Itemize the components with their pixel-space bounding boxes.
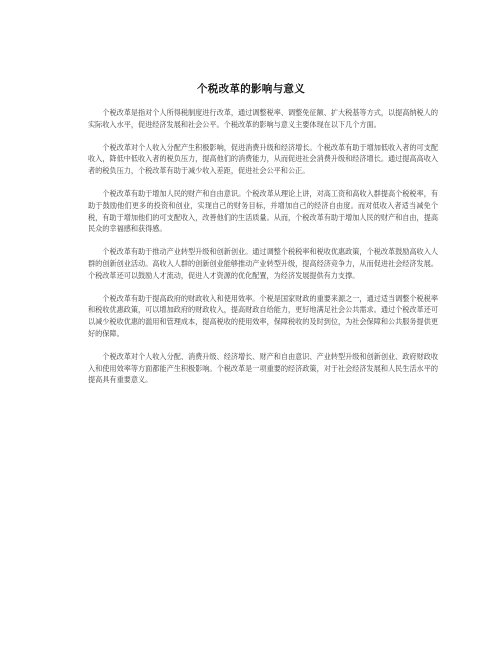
paragraph-2: 个税改革对个人收入分配产生积极影响，促进消费升级和经济增长。个税改革有助于增加低收入者的可支配收入，降低中低收入者的税负压力，提高他们的消费能力，从而促进社会消费升级和经济增长。通过提高高收入者的税负压力，个税改革有助于减少收入差距，促进社会公平和公正。 [88, 142, 438, 176]
paragraph-4: 个税改革有助于推动产业转型升级和创新创业。通过调整个税税率和税收优惠政策，个税改革鼓励高收入人群的创新创业活动。高收入人群的创新创业能够推动产业转型升级，提高经济竞争力，从而促进社会经济发展。个税改革还可以鼓励人才流动，促进人才资源的优化配置，为经济发展提供有力支撑。 [88, 247, 438, 280]
paragraph-3: 个税改革有助于增加人民的财产和自由意识。个税改革从理论上讲，对高工资和高收入群提高个税税率，有助于鼓励他们更多的投资和创业，实现自己的财务目标，并增加自己的经济自由度。而对低收入者适当减免个税，有助于增加他们的可支配收入，改善他们的生活质量。从而，个税改革有助于增加人民的财产和自由，提高民众的幸福感和获得感。 [88, 188, 438, 234]
document-body [88, 107, 438, 397]
paragraph-1: 个税改革是指对个人所得税制度进行改革，通过调整税率、调整免征额、扩大税基等方式，以提高纳税人的实际收入水平，促进经济发展和社会公平。个税改革的影响与意义主要体现在以下几个方面。 [88, 108, 438, 129]
paragraph-6: 个税改革对个人收入分配、消费升级、经济增长、财产和自由意识、产业转型升级和创新创业、政府财政收入和使用效率等方面都能产生积极影响。个税改革是一项重要的经济政策，对于社会经济发展和人民生活水平的提高具有重要意义。 [88, 351, 438, 385]
document-title: 个税改革的影响与意义 [197, 83, 305, 95]
paragraph-5: 个税改革有助于提高政府的财政收入和使用效率。个税是国家财政的重要来源之一，通过适当调整个税税率和税收优惠政策，可以增加政府的财政收入，提高财政自给能力，更好地满足社会公共需求。通过个税改革还可以减少税收优惠的滥用和管理成本，提高税收的使用效率，保障税收的及时到位，为社会保障和公共服务提供更好的保障。 [88, 293, 438, 338]
